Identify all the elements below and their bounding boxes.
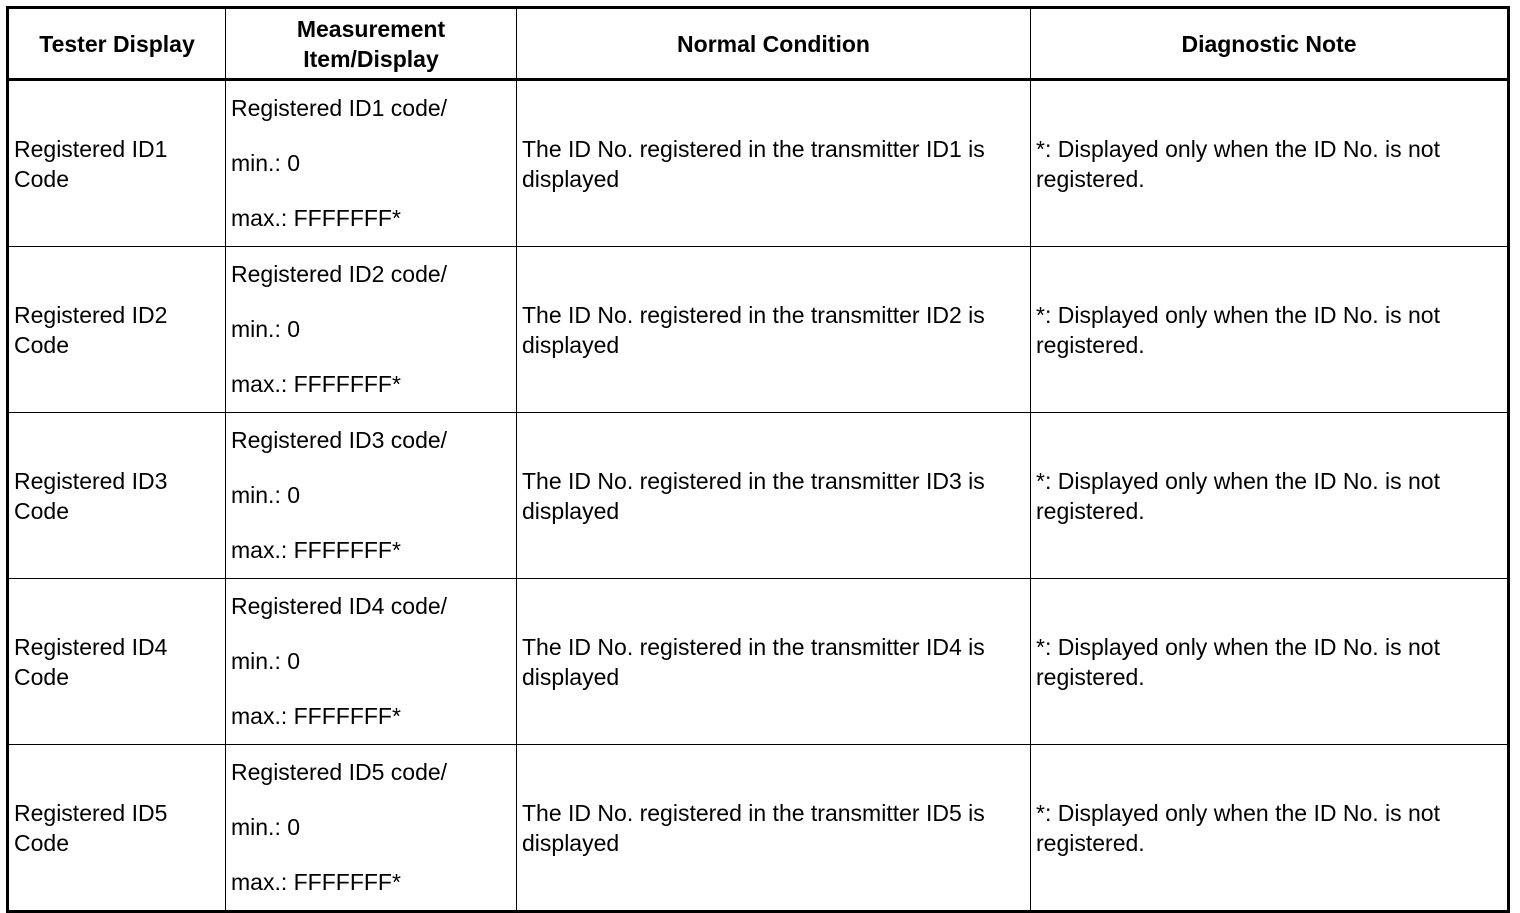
measurement-cell [226, 247, 517, 413]
data-list-table [6, 6, 1510, 913]
table-body [8, 80, 1509, 912]
measurement-min-line: min.: 0 [231, 316, 301, 342]
diagnostic-note-cell: *: Displayed only when the ID No. is not registered. [1031, 413, 1509, 579]
measurement-max-line: max.: FFFFFFF* [231, 703, 401, 729]
normal-condition-cell: The ID No. registered in the transmitter ID5 is displayed [517, 745, 1031, 912]
header-tester-display: Tester Display [8, 8, 226, 80]
header-measurement-item: Measurement Item/Display [226, 8, 517, 80]
normal-condition-cell: The ID No. registered in the transmitter ID3 is displayed [517, 413, 1031, 579]
header-normal-condition: Normal Condition [517, 8, 1031, 80]
measurement-item-line: Registered ID4 code/ [231, 593, 448, 619]
table-header [8, 8, 1509, 80]
tester-display-cell: Registered ID4 Code [8, 579, 226, 745]
measurement-cell [226, 745, 517, 912]
diagnostic-note-cell: *: Displayed only when the ID No. is not registered. [1031, 80, 1509, 247]
measurement-item-line: Registered ID5 code/ [231, 759, 448, 785]
measurement-min-line: min.: 0 [231, 482, 301, 508]
measurement-max-line: max.: FFFFFFF* [231, 371, 401, 397]
table-row [8, 413, 1509, 579]
diagnostic-note-cell: *: Displayed only when the ID No. is not registered. [1031, 579, 1509, 745]
header-diagnostic-note: Diagnostic Note [1031, 8, 1509, 80]
normal-condition-cell: The ID No. registered in the transmitter ID2 is displayed [517, 247, 1031, 413]
normal-condition-cell: The ID No. registered in the transmitter ID1 is displayed [517, 80, 1031, 247]
tester-display-cell: Registered ID5 Code [8, 745, 226, 912]
measurement-cell [226, 80, 517, 247]
measurement-cell [226, 579, 517, 745]
measurement-item-line: Registered ID1 code/ [231, 95, 448, 121]
header-row [8, 8, 1509, 80]
diagnostic-note-cell: *: Displayed only when the ID No. is not registered. [1031, 745, 1509, 912]
measurement-max-line: max.: FFFFFFF* [231, 205, 401, 231]
tester-display-cell: Registered ID3 Code [8, 413, 226, 579]
table-row [8, 247, 1509, 413]
normal-condition-cell: The ID No. registered in the transmitter ID4 is displayed [517, 579, 1031, 745]
measurement-min-line: min.: 0 [231, 648, 301, 674]
measurement-cell [226, 413, 517, 579]
table-row [8, 579, 1509, 745]
measurement-min-line: min.: 0 [231, 150, 301, 176]
measurement-item-line: Registered ID2 code/ [231, 261, 448, 287]
measurement-max-line: max.: FFFFFFF* [231, 537, 401, 563]
tester-display-cell: Registered ID2 Code [8, 247, 226, 413]
measurement-item-line: Registered ID3 code/ [231, 427, 448, 453]
diagnostic-note-cell: *: Displayed only when the ID No. is not registered. [1031, 247, 1509, 413]
table-row [8, 80, 1509, 247]
measurement-max-line: max.: FFFFFFF* [231, 869, 401, 895]
table-row [8, 745, 1509, 912]
measurement-min-line: min.: 0 [231, 814, 301, 840]
tester-display-cell: Registered ID1 Code [8, 80, 226, 247]
